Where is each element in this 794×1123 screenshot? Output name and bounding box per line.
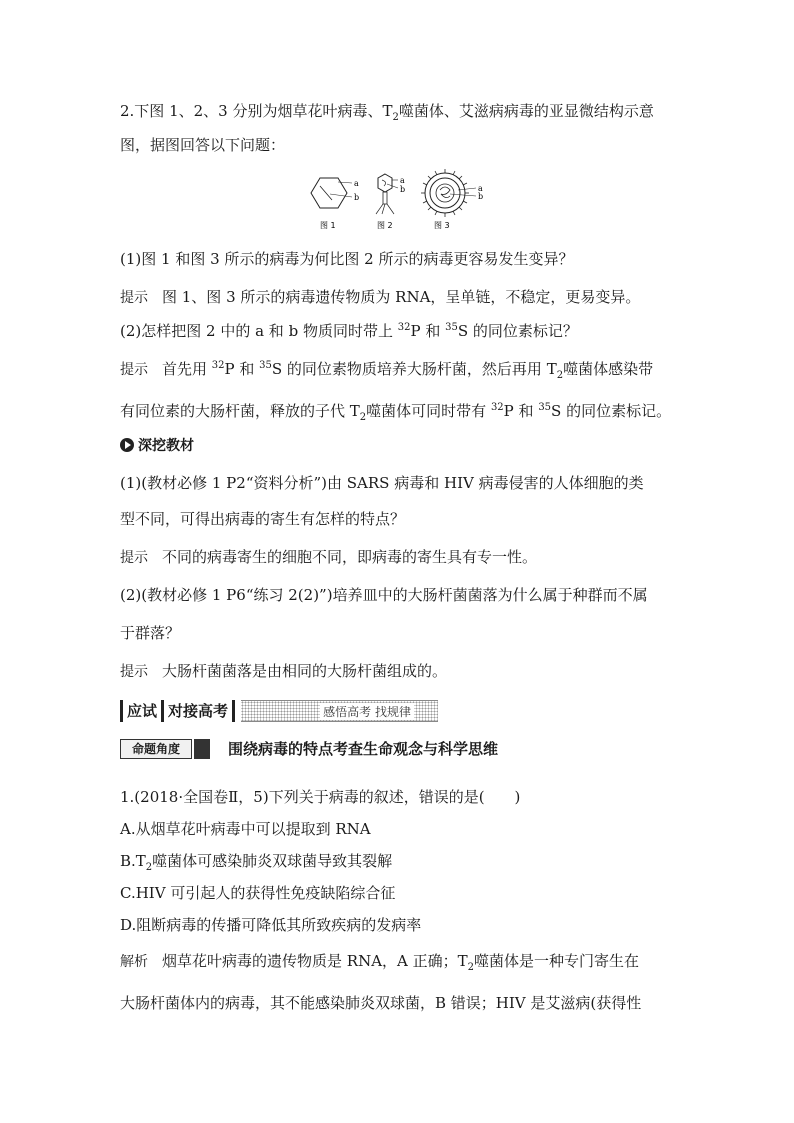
section-slogan: 感悟高考 找规律 [320,703,414,720]
deep-question-1-line2: 型不同，可得出病毒的寄生有怎样的特点？ [120,510,406,528]
fig3-hiv [421,169,476,217]
analysis-line2: 大肠杆菌体内的病毒，其不能感染肺炎双球菌，B 错误；HIV 是艾滋病(获得性 [120,994,642,1012]
sub-question-2: (2)怎样把图 2 中的 a 和 b 物质同时带上 $^{32}$P 和 $^{35}$S 的同位素标记？ [120,322,578,340]
fig2-label-b: b [400,185,406,194]
mcq-option-a: A.从烟草花叶病毒中可以提取到 RNA [120,820,371,838]
question-2-line2: 图，据图回答以下问题： [120,136,286,154]
answer-2-line2: 有同位素的大肠杆菌，释放的子代 $T_2$噬菌体可同时带有 $^{32}$P 和 $^{35}$S 的同位素标记。 [120,402,672,423]
answer-2-line1: 提示 首先用 $^{32}$P 和 $^{35}$S 的同位素物质培养大肠杆菌，然后再用 $T_2$噬菌体感染带 [120,360,654,381]
fig3-caption: 图 3 [434,221,450,230]
section-header [120,700,438,722]
section-slogan-band [241,700,438,722]
section-title-part2: 对接高考 [168,702,229,720]
analysis-line1: 解析 烟草花叶病毒的遗传物质是 RNA，A 正确；$T_2$噬菌体是一种专门寄生在 [120,952,640,973]
deep-question-2-line1: (2)(教材必修 1 P6“练习 2(2)”)培养皿中的大肠杆菌菌落为什么属于种群而不属 [120,586,648,604]
fig2-caption: 图 2 [377,221,393,230]
mcq-option-b: $B.T_2$噬菌体可感染肺炎双球菌导致其裂解 [120,852,393,873]
question-2-line1: 2.下图 1、2、3 分别为烟草花叶病毒、$T_2$噬菌体、艾滋病病毒的亚显微结构示意 [120,102,654,123]
fig1-caption: 图 1 [320,221,336,230]
virus-structure-figure [300,164,500,234]
section-title-part1: 应试 [127,702,158,720]
deep-answer-1: 提示 不同的病毒寄生的细胞不同，即病毒的寄生具有专一性。 [120,548,538,566]
topic-heading [120,738,498,759]
topic-title: 围绕病毒的特点考查生命观念与科学思维 [228,740,499,758]
fig1-label-b: b [354,193,360,202]
deep-question-2-line2: 于群落？ [120,624,181,642]
mcq-stem: 1.(2018·全国卷Ⅱ，5)下列关于病毒的叙述，错误的是( ) [120,788,521,806]
mcq-option-c: C.HIV 可引起人的获得性免疫缺陷综合征 [120,884,396,902]
fig1-label-a: a [354,179,359,188]
mcq-option-d: D.阻断病毒的传播可降低其所致疾病的发病率 [120,916,422,934]
fig3-label-a: a [478,184,483,193]
deep-dig-label: 深挖教材 [138,438,194,454]
play-circle-icon [120,438,134,452]
fig2-label-a: a [400,176,405,185]
deep-answer-2: 提示 大肠杆菌菌落是由相同的大肠杆菌组成的。 [120,662,448,680]
deep-question-1-line1: (1)(教材必修 1 P2“资料分析”)由 SARS 病毒和 HIV 病毒侵害的人体细胞的类 [120,474,644,492]
fig2-tail [383,192,387,204]
answer-1: 提示 图 1、图 3 所示的病毒遗传物质为 RNA，呈单链，不稳定，更易变异。 [120,288,641,306]
topic-badge: 命题角度 [120,739,192,759]
fig3-label-b: b [478,192,484,201]
deep-dig-heading [120,435,194,455]
fig2-head [378,174,392,192]
virus-diagrams [300,164,500,234]
sub-question-1: (1)图 1 和图 3 所示的病毒为何比图 2 所示的病毒更容易发生变异？ [120,250,574,268]
